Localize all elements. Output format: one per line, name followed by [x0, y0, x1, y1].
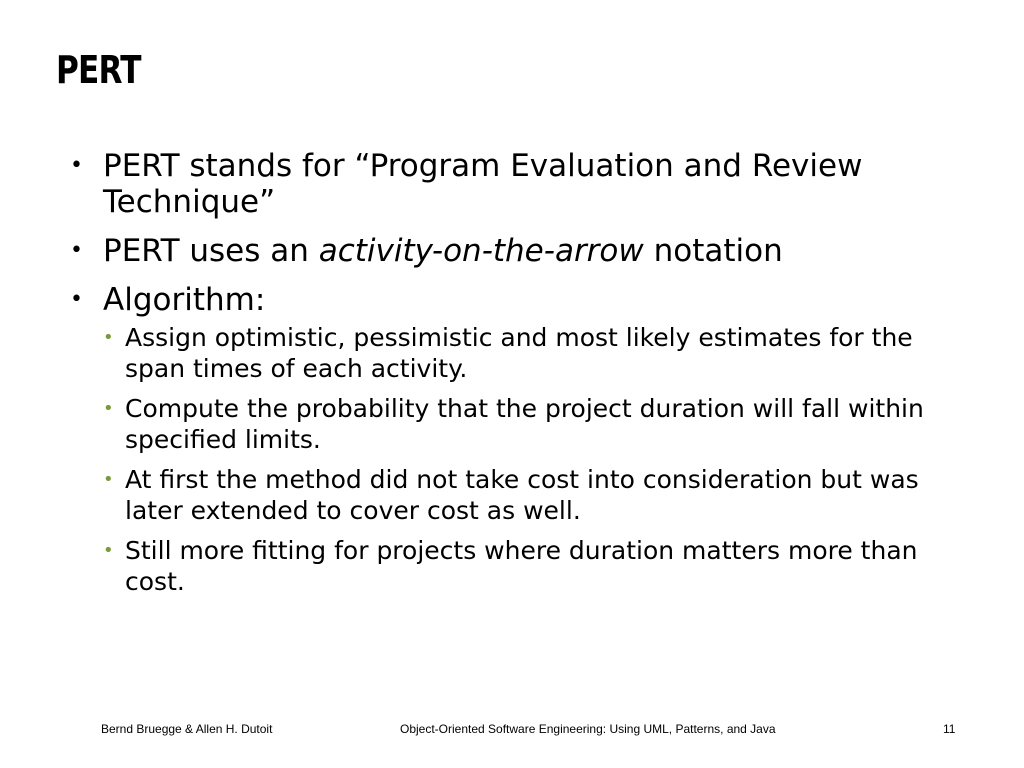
bullet-text: Algorithm:	[103, 282, 266, 318]
slide-body	[70, 148, 970, 610]
footer-page-number: 11	[943, 722, 956, 736]
sub-bullet-text: Compute the probability that the project duration will fall within specified limits.	[125, 394, 924, 454]
slide-title: PERT	[56, 48, 141, 92]
bullet-item-pert-definition	[70, 148, 970, 220]
bullet-icon: •	[70, 238, 83, 263]
bullet-list	[70, 148, 970, 597]
sub-bullet-item	[103, 322, 970, 384]
sub-bullet-icon: •	[103, 540, 114, 561]
sub-bullet-list	[103, 322, 970, 597]
sub-bullet-icon: •	[103, 469, 114, 490]
sub-bullet-text: Assign optimistic, pessimistic and most likely estimates for the span times of each activity.	[125, 323, 913, 383]
sub-bullet-text: Still more fitting for projects where duration matters more than cost.	[125, 536, 918, 596]
sub-bullet-text: At first the method did not take cost into consideration but was later extended to cover cost as well.	[125, 465, 919, 525]
bullet-icon: •	[70, 153, 83, 178]
bullet-icon: •	[70, 287, 83, 312]
bullet-item-notation	[70, 233, 970, 269]
bullet-text-prefix: PERT uses an	[103, 233, 319, 269]
sub-bullet-item	[103, 393, 970, 455]
sub-bullet-item	[103, 464, 970, 526]
bullet-item-algorithm	[70, 282, 970, 597]
footer-authors: Bernd Bruegge & Allen H. Dutoit	[101, 722, 273, 736]
sub-bullet-item	[103, 535, 970, 597]
bullet-text: PERT stands for “Program Evaluation and Review Technique”	[103, 148, 863, 220]
sub-bullet-icon: •	[103, 327, 114, 348]
bullet-text-emphasis: activity-on-the-arrow	[318, 233, 644, 269]
footer-book-title: Object-Oriented Software Engineering: Using UML, Patterns, and Java	[400, 722, 776, 736]
sub-bullet-icon: •	[103, 398, 114, 419]
bullet-text-suffix: notation	[643, 233, 783, 269]
